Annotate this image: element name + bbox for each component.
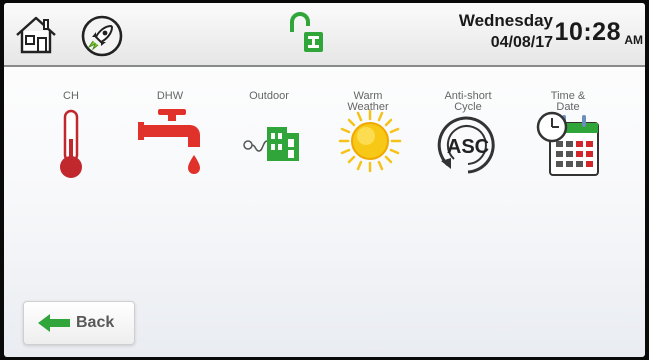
menu-item-label: Time & Date	[550, 90, 586, 113]
menu-item-dhw[interactable]	[124, 71, 216, 191]
menu-item-time-date[interactable]	[522, 71, 614, 191]
outdoor-sensor-icon	[243, 117, 303, 167]
menu-item-anti-short-cycle[interactable]	[422, 71, 514, 191]
thermometer-icon	[55, 109, 87, 181]
day-of-week: Wednesday	[458, 11, 553, 30]
top-bar	[4, 3, 645, 67]
back-button-label: Back	[76, 314, 115, 331]
menu-item-warm-weather[interactable]	[322, 71, 414, 191]
faucet-icon	[138, 109, 206, 181]
menu-item-label: Warm Weather	[347, 90, 389, 113]
calendar-clock-icon	[536, 109, 600, 179]
back-arrow-icon	[38, 314, 70, 332]
menu-item-outdoor[interactable]	[223, 71, 315, 191]
menu-item-label: Anti-short Cycle	[444, 90, 492, 113]
home-icon	[13, 15, 59, 55]
lock-status[interactable]	[287, 12, 327, 56]
rocket-icon	[81, 15, 123, 57]
home-button[interactable]	[13, 15, 59, 55]
svg-text:ASC: ASC	[446, 136, 490, 158]
am-pm-indicator: AM	[624, 33, 643, 47]
menu-item-label: Outdoor	[249, 90, 289, 102]
back-button[interactable]	[23, 301, 135, 345]
rocket-button[interactable]	[81, 15, 123, 57]
sun-icon	[338, 109, 402, 173]
date-display: 04/08/17	[490, 34, 553, 51]
asc-icon	[434, 113, 502, 177]
unlocked-padlock-icon	[287, 12, 327, 56]
menu-item-label: CH	[63, 90, 79, 102]
time-display[interactable]: 10:28	[554, 18, 621, 46]
touch-screen	[4, 3, 645, 357]
menu-item-label: DHW	[156, 90, 184, 102]
menu-item-ch[interactable]	[25, 71, 117, 191]
